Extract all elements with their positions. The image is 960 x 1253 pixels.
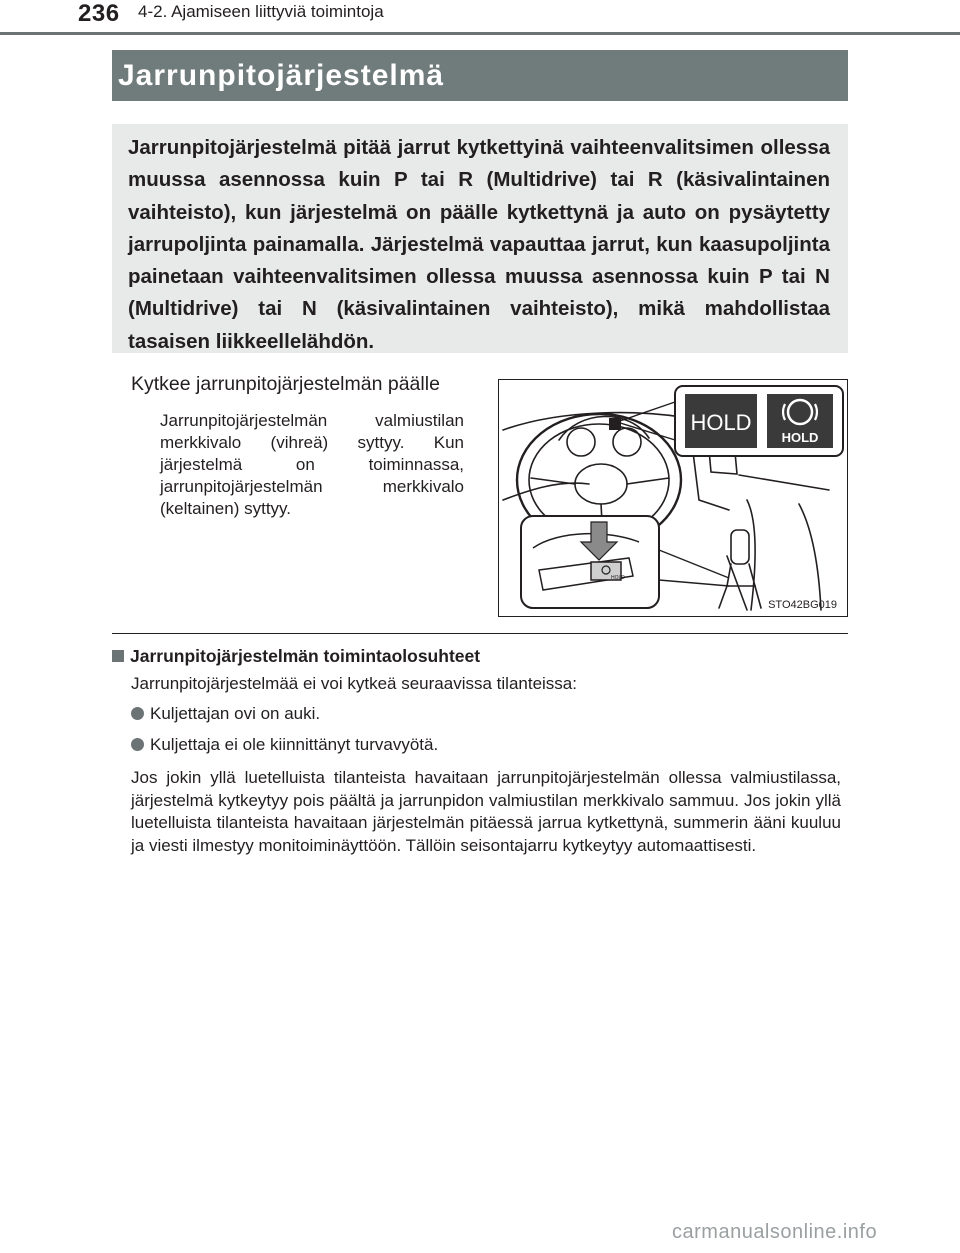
hold-standby-label: HOLD (781, 430, 819, 445)
bullet-icon (131, 738, 144, 751)
conditions-heading-text: Jarrunpitojärjestelmän toimintaolosuhteet (130, 646, 481, 666)
switch-description: Jarrunpitojärjestelmän valmiustilan merkkivalo (vihreä) syttyy. Kun järjestelmä on toiminnassa, jarrunpitojärjestelmän merkkivalo (keltainen) syttyy. (160, 411, 464, 518)
figure-code: STO42BG019 (768, 599, 837, 611)
header-rule (0, 32, 960, 35)
hold-switch-label: HOLD (611, 575, 625, 581)
intro-box (112, 124, 848, 353)
conditions-note: Jos jokin yllä luetelluista tilanteista havaitaan jarrunpitojärjestelmän ollessa valmiustilassa, järjestelmä kytkeytyy pois päältä ja jarrunpidon valmiustilan merkkivalo sammuu. Jos jokin yllä luetelluista tilanteista havaitaan järjestelmän pitäessä jarrua kytkettynä, summerin ääni kuuluu ja viesti ilmestyy monitoiminäyttöön. Tällöin seisontajarru kytkeytyy automaattisesti. (131, 768, 841, 855)
switch-heading: Kytkee jarrunpitojärjestelmän päälle (131, 373, 440, 395)
list-item (131, 735, 438, 755)
section-divider (112, 633, 848, 634)
conditions-heading (112, 646, 480, 667)
conditions-lead: Jarrunpitojärjestelmää ei voi kytkeä seuraavissa tilanteissa: (131, 674, 577, 693)
list-item-text: Kuljettaja ei ole kiinnittänyt turvavyötä. (150, 735, 439, 754)
brake-hold-illustration (498, 379, 848, 617)
bullet-icon (131, 707, 144, 720)
list-item-text: Kuljettajan ovi on auki. (150, 704, 321, 723)
intro-text: Jarrunpitojärjestelmä pitää jarrut kytkettyinä vaihteenvalitsimen ollessa muussa asennossa kuin P tai R (Multidrive) tai R (käsivalintainen vaihteisto), kun järjestelmä on päälle kytkettynä ja auto on pysäytetty jarrupoljinta painamalla. Järjestelmä vapauttaa jarrut, kun kaasupoljinta painetaan vaihteenvalitsimen ollessa muussa asennossa kuin P tai N (Multidrive) tai N (käsivalintainen vaihteisto), mikä mahdollistaa tasaisen liikkeellelähdön. (128, 136, 830, 353)
hold-indicator-label: HOLD (690, 410, 752, 435)
chapter-header: 4-2. Ajamiseen liittyviä toimintoja (138, 2, 384, 21)
square-bullet-icon (112, 650, 124, 662)
page-number: 236 (78, 0, 120, 27)
list-item (131, 704, 320, 724)
watermark: carmanualsonline.info (672, 1221, 878, 1243)
page-title: Jarrunpitojärjestelmä (112, 50, 848, 101)
